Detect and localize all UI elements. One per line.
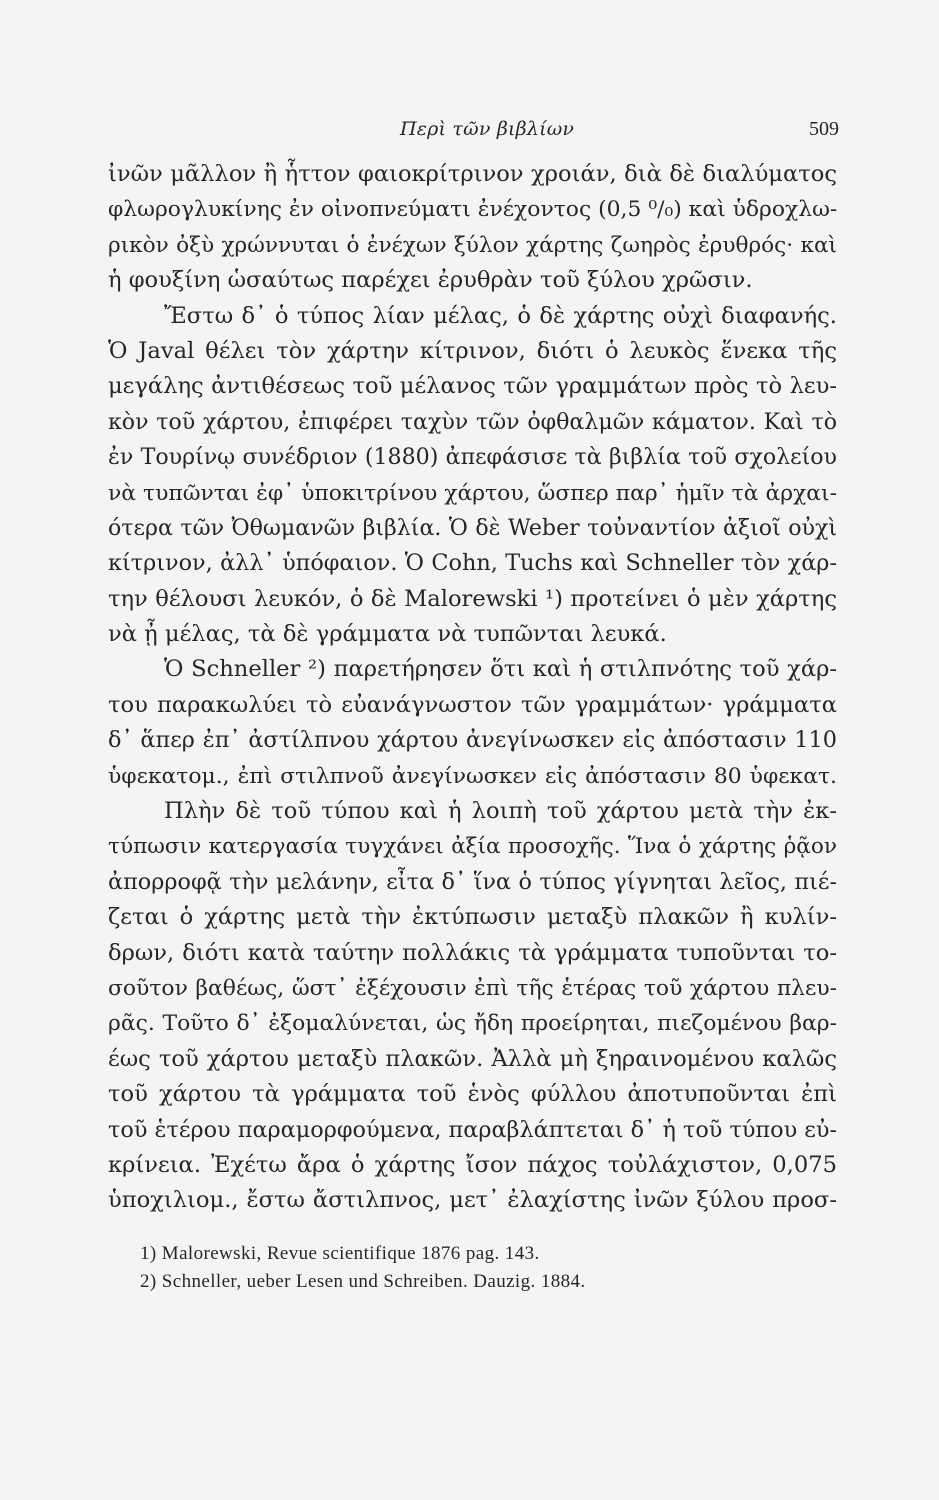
text-line: ὑφεκατομ., ἐπὶ στιλπνοῦ ἀνεγίνωσκεν εἰς ἀπόστασιν 80 ὑφεκατ. — [108, 763, 837, 789]
footnote: 1) Malorewski, Revue scientifique 1876 pag. 143. — [140, 1243, 540, 1264]
text-line: Πλὴν δὲ τοῦ τύπου καὶ ἡ λοιπὴ τοῦ χάρτου μετὰ τὴν ἐκ- — [164, 798, 837, 825]
body-text — [108, 157, 837, 1219]
footnotes — [140, 1240, 840, 1296]
text-line: Ἔστω δ᾽ ὁ τύπος λίαν μέλας, ὁ δὲ χάρτης οὐχὶ διαφανής. — [164, 302, 837, 329]
page-header — [0, 118, 939, 148]
text-line: ζεται ὁ χάρτης μετὰ τὴν ἐκτύπωσιν μεταξὺ πλακῶν ἢ κυλίν- — [108, 904, 837, 931]
text-line: μεγάλης ἀντιθέσεως τοῦ μέλανος τῶν γραμμάτων πρὸς τὸ λευ- — [108, 373, 837, 400]
text-line: σοῦτον βαθέως, ὥστ᾽ ἐξέχουσιν ἐπὶ τῆς ἑτέρας τοῦ χάρτου πλευ- — [108, 975, 837, 1001]
text-line: του παρακωλύει τὸ εὐανάγνωστον τῶν γραμμάτων· γράμματα — [108, 691, 837, 718]
text-line: δρων, διότι κατὰ ταύτην πολλάκις τὰ γράμματα τυποῦνται το- — [108, 939, 837, 966]
text-line: τύπωσιν κατεργασία τυγχάνει ἀξία προσοχῆς. Ἵνα ὁ χάρτης ῥᾷον — [108, 834, 837, 860]
text-line: κίτρινον, ἀλλ᾽ ὑπόφαιον. Ὁ Cohn, Tuchs καὶ Schneller τὸν χάρ- — [108, 550, 837, 577]
text-line: νὰ ᾖ μέλας, τὰ δὲ γράμματα νὰ τυπῶνται λευκά. — [108, 621, 667, 648]
text-line: την θέλουσι λευκόν, ὁ δὲ Malorewski ¹) προτείνει ὁ μὲν χάρτης — [108, 585, 837, 612]
text-line: ἐν Τουρίνῳ συνέδριον (1880) ἀπεφάσισε τὰ βιβλία τοῦ σχολείου — [108, 444, 837, 471]
text-line: κρίνεια. Ἐχέτω ἄρα ὁ χάρτης ἴσον πάχος τοὐλάχιστον, 0,075 — [108, 1151, 837, 1178]
text-line: Ὁ Schneller ²) παρετήρησεν ὅτι καὶ ἡ στιλπνότης τοῦ χάρ- — [164, 656, 837, 683]
text-line: νὰ τυπῶνται ἐφ᾽ ὑποκιτρίνου χάρτου, ὥσπερ παρ᾽ ἡμῖν τὰ ἀρχαι- — [108, 480, 837, 506]
text-line: ἡ φουξίνη ὡσαύτως παρέχει ἐρυθρὰν τοῦ ξύλου χρῶσιν. — [108, 267, 753, 294]
text-line: φλωρογλυκίνης ἐν οἰνοπνεύματι ἐνέχοντος (0,5 ⁰/₀) καὶ ὑδροχλω- — [108, 197, 838, 223]
text-line: Ὁ Javal θέλει τὸν χάρτην κίτρινον, διότι ὁ λευκὸς ἕνεκα τῆς — [108, 337, 837, 364]
text-line: ἰνῶν μᾶλλον ἢ ἧττον φαιοκρίτρινον χροιάν, διὰ δὲ διαλύματος — [108, 161, 837, 187]
text-line: τοῦ ἑτέρου παραμορφούμενα, παραβλάπτεται δ᾽ ἡ τοῦ τύπου εὐ- — [108, 1116, 837, 1143]
text-line: έως τοῦ χάρτου μεταξὺ πλακῶν. Ἀλλὰ μὴ ξηραινομένου καλῶς — [108, 1045, 837, 1072]
text-line: κὸν τοῦ χάρτου, ἐπιφέρει ταχὺν τῶν ὀφθαλμῶν κάματον. Καὶ τὸ — [108, 408, 837, 435]
text-line: ρικὸν ὀξὺ χρώννυται ὁ ἐνέχων ξύλον χάρτης ζωηρὸς ἐρυθρός· καὶ — [108, 232, 837, 258]
text-line: ὑποχιλιομ., ἔστω ἄστιλπνος, μετ᾽ ἐλαχίστης ἰνῶν ξύλου προσ- — [108, 1187, 837, 1214]
footnote: 2) Schneller, ueber Lesen und Schreiben. Dauzig. 1884. — [140, 1271, 586, 1292]
text-line: δ᾽ ἅπερ ἐπ᾽ ἀστίλπνου χάρτου ἀνεγίνωσκεν εἰς ἀπόστασιν 110 — [108, 727, 837, 754]
page-number: 509 — [809, 118, 839, 140]
text-line: ἀπορροφᾷ τὴν μελάνην, εἶτα δ᾽ ἵνα ὁ τύπος γίγνηται λεῖος, πιέ- — [108, 868, 837, 895]
text-line: τοῦ χάρτου τὰ γράμματα τοῦ ἑνὸς φύλλου ἀποτυποῦνται ἐπὶ — [108, 1081, 837, 1108]
running-title: Περὶ τῶν βιβλίων — [400, 118, 575, 140]
text-line: ρᾶς. Τοῦτο δ᾽ ἐξομαλύνεται, ὡς ἤδη προείρηται, πιεζομένου βαρ- — [108, 1011, 837, 1037]
text-line: ότερα τῶν Ὀθωμανῶν βιβλία. Ὁ δὲ Weber τοὐναντίον ἀξιοῖ οὐχὶ — [108, 514, 837, 541]
